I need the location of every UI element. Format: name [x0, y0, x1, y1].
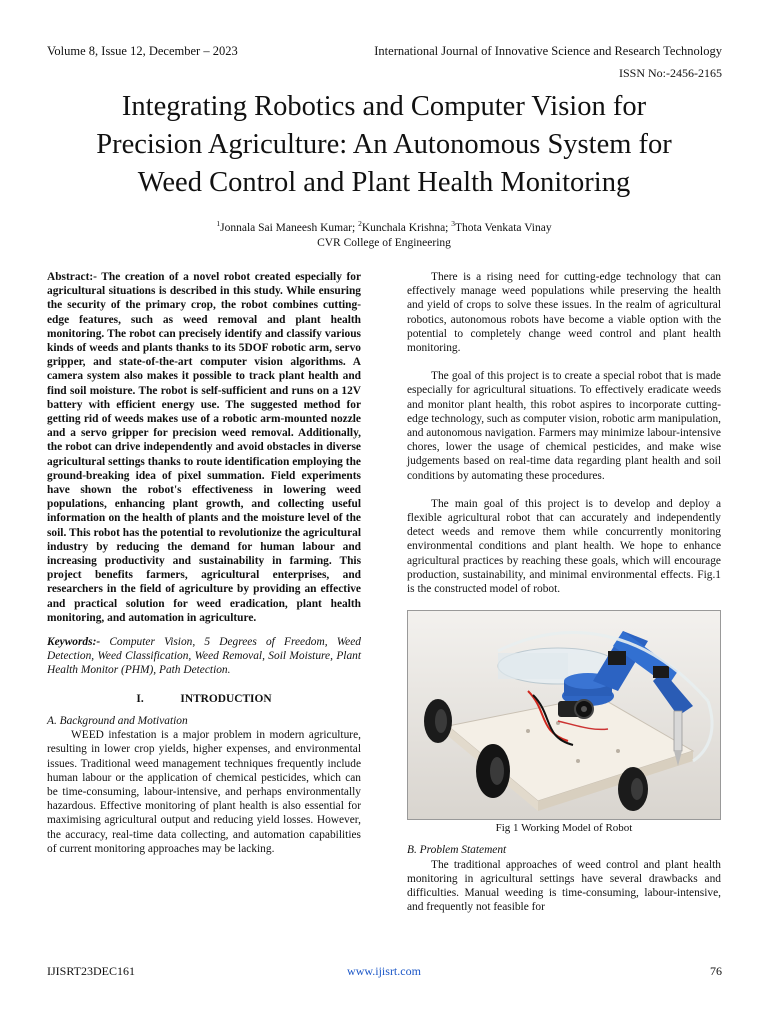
author-1-marker: 1 — [216, 219, 221, 228]
journal-url[interactable]: www.ijisrt.com — [347, 964, 421, 978]
keywords-label: Keywords:- — [47, 636, 101, 649]
affiliation: CVR College of Engineering — [317, 236, 451, 249]
section-title: INTRODUCTION — [180, 692, 272, 705]
issn: ISSN No:-2456-2165 — [618, 66, 722, 80]
robot-photo — [407, 610, 721, 820]
author-block — [0, 216, 768, 251]
author-1: Jonnala Sai Maneesh Kumar; — [220, 221, 359, 234]
paper-code: IJISRT23DEC161 — [47, 964, 135, 978]
title-line-3: Weed Control and Plant Health Monitoring — [137, 167, 631, 198]
journal-name: International Journal of Innovative Science and Research Technology — [374, 44, 722, 58]
volume-issue: Volume 8, Issue 12, December – 2023 — [47, 44, 238, 58]
right-column — [407, 270, 721, 914]
paragraph-problem: The traditional approaches of weed control and plant health monitoring in agricultural settings have several drawbacks and difficulties. Manual weeding is time-consuming, labour-intensive, and frequently not feasible for — [407, 858, 721, 914]
section-number: I. — [136, 692, 144, 705]
section-heading-introduction — [47, 692, 361, 706]
author-3-marker: 3 — [451, 219, 455, 228]
author-list — [0, 216, 768, 236]
paragraph-main-goal: The main goal of this project is to develop and deploy a flexible agricultural robot that can accurately and independently detect weeds and remove them while concurrently monitoring environmental conditions and plant health. We hope to enhance agricultural practices by reaching these goals, which will encourage production, sustainability, and minimal environmental effects. Fig.1 is the constructed model of robot. — [407, 497, 721, 596]
left-column — [47, 270, 361, 856]
keywords — [47, 635, 361, 678]
author-2-marker: 2 — [358, 219, 362, 228]
keywords-text: Computer Vision, 5 Degrees of Freedom, Weed Detection, Weed Classification, Weed Removal, Soil Moisture, Plant Health Monitor (PHM), Path Detection. — [47, 636, 361, 677]
subsection-heading-background: A. Background and Motivation — [47, 714, 188, 727]
author-2: Kunchala Krishna; — [361, 221, 452, 234]
author-3: Thota Venkata Vinay — [455, 221, 552, 234]
figure-caption: Fig 1 Working Model of Robot — [495, 822, 633, 835]
paragraph-rising-need: There is a rising need for cutting-edge technology that can effectively manage weed populations while preserving the health and yield of crops to solve these issues. In the realm of agricultural robotics, autonomous robots have become a viable option with the potential to completely change weed control and plant health monitoring. — [407, 271, 721, 355]
paragraph-project-goal: The goal of this project is to create a special robot that is made especially for agricultural situations. To effectively eradicate weeds and monitor plant health, this robot aspires to incorporate cutting-edge technology, such as computer vision, robotic arm manipulation, and autonomous navigation. Farmers may minimize labour-intensive chores, lower the usage of chemical pesticides, and make wise judgements based on real-time data regarding plant health and soil conditions by automating these procedures. — [407, 370, 722, 482]
title-line-1: Integrating Robotics and Computer Vision for — [121, 91, 647, 122]
title-line-2: Precision Agriculture: An Autonomous System for — [96, 129, 672, 160]
abstract: Abstract:- The creation of a novel robot created especially for agricultural situations is described in this study. While ensuring the security of the primary crop, the robot combines cutting-edge features, such as weed removal and plant health monitoring. The robot can precisely identify and classify various kinds of weeds and plants thanks to its 5DOF robotic arm, servo gripper, and state-of-the-art computer vision algorithms. A camera system also makes it possible to track plant health and find soil moisture. The robot is self-sufficient and runs on a 12V battery with efficient energy use. The suggested method for getting rid of weeds makes use of a robotic arm-mounted nozzle and a servo gripper for precision weed removal. Additionally, the robot can drive independently and avoid obstacles in diverse agricultural settings thanks to route identification employing the ground-breaking idea of pixel summation. Field experiments have shown the robot's effectiveness in lowering weed populations, enhancing plant growth, and collecting useful information on the health of plants and the moisture level of the soil. This robot has the potential to revolutionize the agricultural industry by reducing the demand for human labour and increasing productivity and sustainability in farming. This project benefits farmers, agricultural enterprises, and researchers in the field of agriculture by providing an effective and practical solution for weed eradication, plant health monitoring, and automation in agriculture. — [47, 271, 361, 624]
subsection-heading-problem: B. Problem Statement — [407, 844, 507, 857]
paper-title — [40, 88, 728, 202]
page-number: 76 — [710, 964, 722, 978]
paragraph-background: WEED infestation is a major problem in modern agriculture, resulting in lower crop yields, higher expenses, and environmental issues. Traditional weed management techniques frequently include human labour or the application of chemical pesticides, which can be time-consuming, labour-intensive, and perhaps environmentally hazardous. Effective monitoring of plant health is also essential for maximising agricultural output and reducing yield losses. However, the accuracy, real-time data collecting, and automation capabilities of current monitoring approaches may be lacking. — [47, 729, 361, 855]
